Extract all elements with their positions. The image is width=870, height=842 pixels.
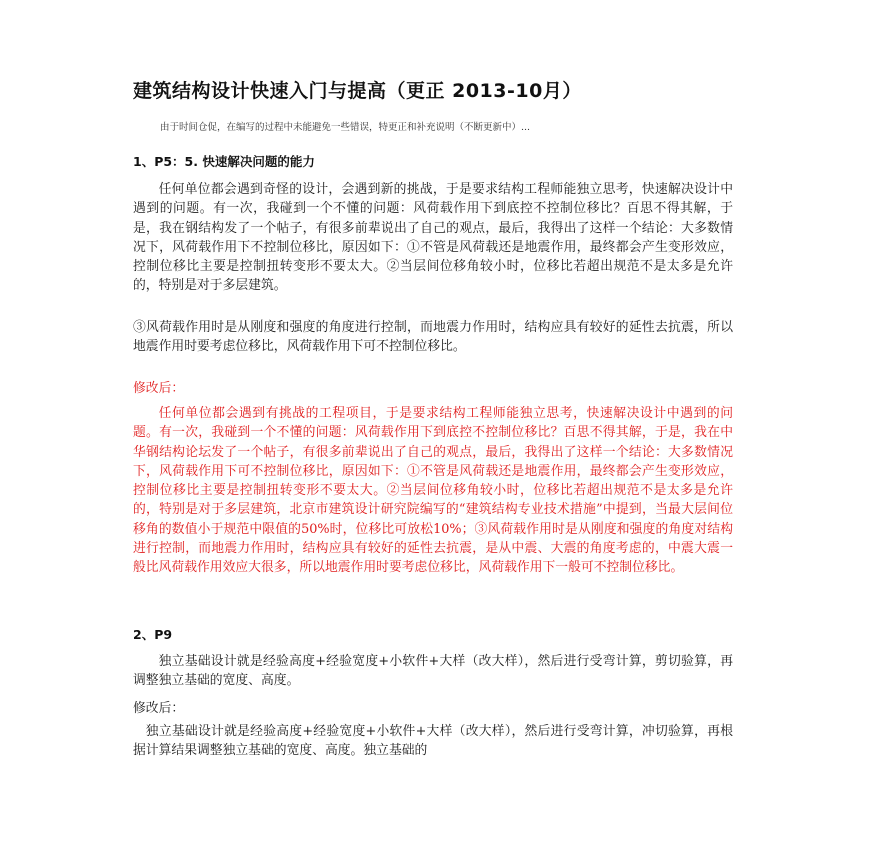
- section-1-paragraph-2: ③风荷载作用时是从刚度和强度的角度进行控制，而地震力作用时，结构应具有较好的延性去抗震，所以地震作用时要考虑位移比，风荷载作用下可不控制位移比。: [133, 320, 733, 355]
- section-2-revised-paragraph: 独立基础设计就是经验高度+经验宽度+小软件+大样（改大样），然后进行受弯计算，冲切验算，再根据计算结果调整独立基础的宽度、高度。独立基础的: [133, 724, 733, 759]
- update-note: 由于时间仓促，在编写的过程中未能避免一些错误，特更正和补充说明（不断更新中）...: [160, 122, 531, 133]
- section-2-revised-label: 修改后：: [133, 701, 185, 716]
- section-2-heading: 2、P9: [133, 627, 173, 642]
- section-2-paragraph-1: 独立基础设计就是经验高度+经验宽度+小软件+大样（改大样），然后进行受弯计算，剪切验算，再调整独立基础的宽度、高度。: [133, 654, 733, 689]
- document-title: 建筑结构设计快速入门与提高（更正 2013-10月）: [133, 80, 582, 102]
- section-1-paragraph-1: 任何单位都会遇到奇怪的设计，会遇到新的挑战，于是要求结构工程师能独立思考，快速解决设计中遇到的问题。有一次，我碰到一个不懂的问题：风荷载作用下到底控不控制位移比？百思不得其解，于是，我在钢结构发了一个帖子，有很多前辈说出了自己的观点，最后，我得出了这样一个结论：大多数情况下，风荷载作用下不控制位移比，原因如下：①不管是风荷载还是地震作用，最终都会产生变形效应，控制位移比主要是控制扭转变形不要太大。②当层间位移角较小时，位移比若超出规范不是太多是允许的，特别是对于多层建筑。: [133, 182, 733, 294]
- section-1-revised-label: 修改后：: [133, 381, 185, 396]
- section-1-heading: 1、P5：5. 快速解决问题的能力: [133, 154, 315, 169]
- section-1-revised-paragraph: 任何单位都会遇到有挑战的工程项目，于是要求结构工程师能独立思考，快速解决设计中遇到的问题。有一次，我碰到一个不懂的问题：风荷载作用下到底控不控制位移比？百思不得其解，于是，我在中华钢结构论坛发了一个帖子，有很多前辈说出了自己的观点，最后，我得出了这样一个结论：大多数情况下，风荷载作用下可不控制位移比，原因如下：①不管是风荷载还是地震作用，最终都会产生变形效应，控制位移比主要是控制扭转变形不要太大。②当层间位移角较小时，位移比若超出规范不是太多是允许的，特别是对于多层建筑，北京市建筑设计研究院编写的“建筑结构专业技术措施”中提到，当最大层间位移角的数值小于规范中限值的50%时，位移比可放松10%；③风荷载作用时是从刚度和强度的角度对结构进行控制，而地震力作用时，结构应具有较好的延性去抗震，是从中震、大震的角度考虑的，中震大震一般比风荷载作用效应大很多，所以地震作用时要考虑位移比，风荷载作用下一般可不控制位移比。: [133, 406, 733, 576]
